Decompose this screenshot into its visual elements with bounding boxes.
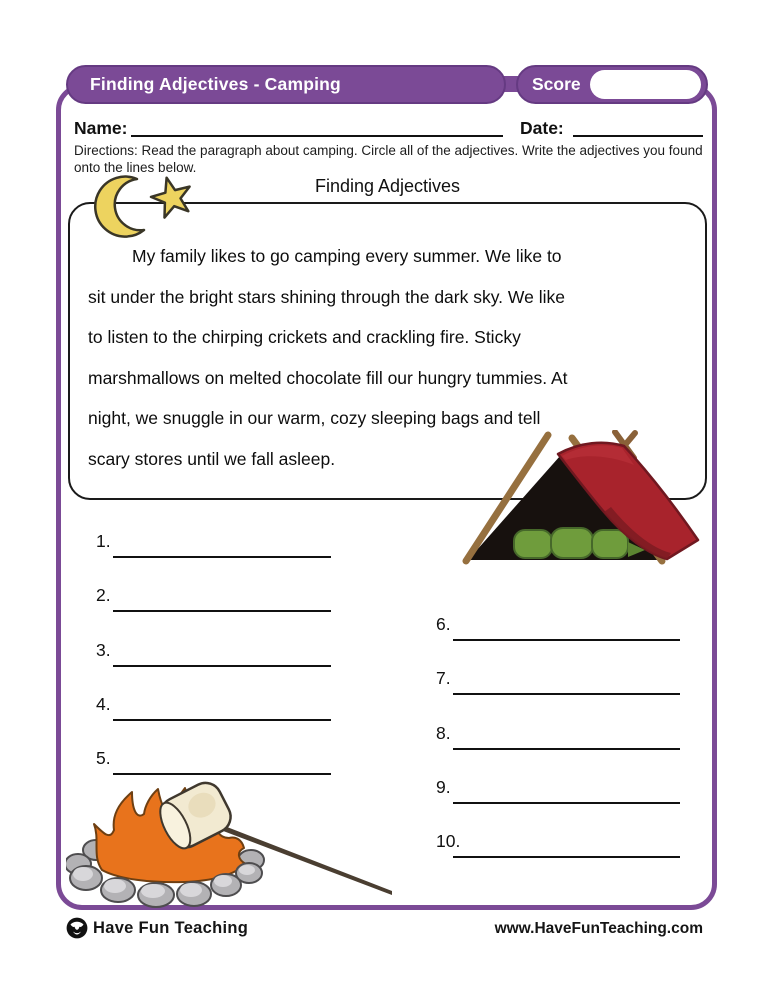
paragraph-line: to listen to the chirping crickets and crackling fire. Sticky [88,327,521,347]
answer-row [433,723,703,777]
answer-input-line[interactable] [453,639,680,641]
answer-input-line[interactable] [113,719,331,721]
tent-icon [452,430,702,568]
date-label: Date: [520,118,564,138]
name-date-row [74,118,714,140]
answer-input-line[interactable] [453,856,680,858]
answer-row [433,614,703,668]
answer-number: 1. [96,531,111,551]
worksheet-section-title: Finding Adjectives [314,176,461,196]
campfire-marshmallow-icon [66,780,398,908]
answer-number: 4. [96,693,111,714]
answer-input-line[interactable] [453,693,680,695]
paragraph-line: marshmallows on melted chocolate fill our hungry tummies. At [88,367,568,388]
paragraph-line: scary stores until we fall asleep. [88,448,336,469]
paragraph-line: My family likes to go camping every summer. We like to [132,246,562,266]
answer-input-line[interactable] [453,802,680,804]
worksheet-header-bar [66,65,506,104]
paragraph-line: night, we snuggle in our warm, cozy sleeping bags and tell [88,408,541,428]
name-label: Name: [74,118,128,138]
answer-row [433,777,703,831]
footer-brand-text: Have Fun Teaching [93,918,249,937]
answer-number: 6. [436,614,451,634]
answer-input-line[interactable] [113,610,331,612]
answer-number: 9. [436,776,451,797]
answer-number: 10. [436,831,461,852]
score-input[interactable] [590,70,701,99]
name-input-line[interactable] [131,118,503,137]
answer-list-right [433,614,703,885]
answer-number: 5. [96,748,111,769]
answer-row [96,531,356,585]
score-bar [516,65,708,104]
answer-input-line[interactable] [113,556,331,558]
answer-number: 7. [436,668,451,689]
answer-number: 2. [96,585,111,606]
answer-row [433,668,703,722]
answer-input-line[interactable] [113,773,331,775]
answer-row [96,694,356,748]
answer-number: 3. [96,639,111,660]
answer-number: 8. [436,722,451,743]
footer-brand [66,917,248,939]
directions-text: Directions: Read the paragraph about camping. Circle all of the adjectives. Write the adjectives you found onto the lines below. [74,143,703,175]
answer-input-line[interactable] [453,748,680,750]
score-label: Score [532,74,581,94]
paragraph-line: sit under the bright stars shining through the dark sky. We like [88,286,565,307]
date-input-line[interactable] [573,118,703,137]
answer-input-line[interactable] [113,665,331,667]
answer-row [96,640,356,694]
worksheet-header-title: Finding Adjectives - Camping [90,74,341,94]
have-fun-teaching-logo-icon [66,917,88,939]
footer-website: www.HaveFunTeaching.com [494,920,703,937]
answer-row [96,585,356,639]
moon-and-star-icon [84,166,200,240]
answer-list-left [96,531,356,802]
answer-row [433,831,703,885]
